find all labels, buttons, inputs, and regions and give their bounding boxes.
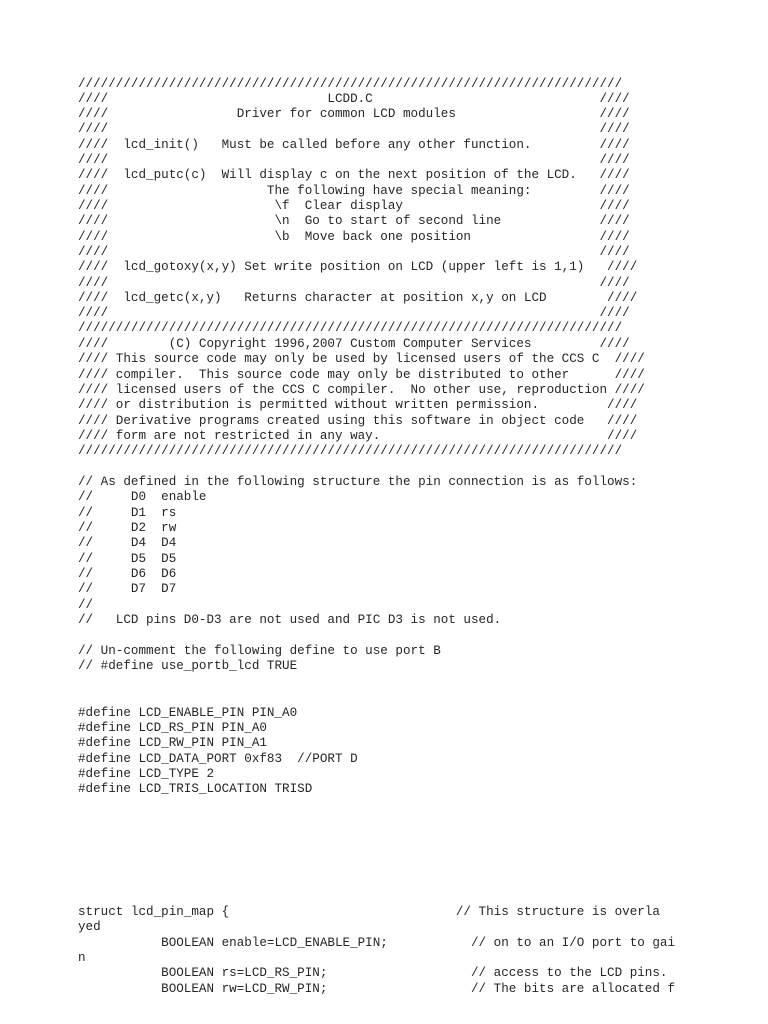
license-line: //// licensed users of the CCS C compiler. No other use, reproduction //// — [78, 383, 645, 397]
pin-mapping-line: // D4 D4 — [78, 536, 177, 550]
pin-connection-comment: // As defined in the following structure the pin connection is as follows: — [78, 475, 638, 489]
portb-define-comment: // #define use_portb_lcd TRUE — [78, 659, 298, 673]
header-lcd-gotoxy: //// lcd_gotoxy(x,y) Set write position on LCD (upper left is 1,1) //// — [78, 260, 638, 274]
pin-mapping-line: // D6 D6 — [78, 567, 177, 581]
define-rw-pin: #define LCD_RW_PIN PIN_A1 — [78, 736, 267, 750]
comment-line: // — [78, 598, 94, 612]
header-border-bottom: //////////////////////////////////////////////////////////////////////// — [78, 444, 623, 458]
header-escape-b: //// \b Move back one position //// — [78, 230, 630, 244]
unused-pins-comment: // LCD pins D0-D3 are not used and PIC D3 is not used. — [78, 613, 502, 627]
header-filename: //// LCDD.C //// — [78, 92, 630, 106]
header-border-top: //////////////////////////////////////////////////////////////////////// — [78, 77, 623, 91]
license-line: //// This source code may only be used by licensed users of the CCS C //// — [78, 352, 645, 366]
pin-mapping-line: // D2 rw — [78, 521, 177, 535]
header-lcd-getc: //// lcd_getc(x,y) Returns character at position x,y on LCD //// — [78, 291, 638, 305]
define-enable-pin: #define LCD_ENABLE_PIN PIN_A0 — [78, 706, 298, 720]
copyright-line: //// (C) Copyright 1996,2007 Custom Computer Services //// — [78, 337, 630, 351]
header-blank: //// //// — [78, 276, 630, 290]
struct-field-rw: BOOLEAN rw=LCD_RW_PIN; // The bits are allocated f — [78, 982, 676, 996]
define-data-port: #define LCD_DATA_PORT 0xf83 //PORT D — [78, 752, 358, 766]
license-line: //// Derivative programs created using this software in object code //// — [78, 414, 638, 428]
license-line: //// compiler. This source code may only be distributed to other //// — [78, 368, 645, 382]
header-blank: //// //// — [78, 245, 630, 259]
header-special-meaning: //// The following have special meaning: //// — [78, 184, 630, 198]
header-border-middle: //////////////////////////////////////////////////////////////////////// — [78, 321, 623, 335]
header-blank: //// //// — [78, 306, 630, 320]
header-description: //// Driver for common LCD modules //// — [78, 107, 630, 121]
define-rs-pin: #define LCD_RS_PIN PIN_A0 — [78, 721, 267, 735]
header-escape-n: //// \n Go to start of second line //// — [78, 214, 630, 228]
define-tris-location: #define LCD_TRIS_LOCATION TRISD — [78, 782, 313, 796]
license-line: //// or distribution is permitted without written permission. //// — [78, 398, 638, 412]
wrapped-comment-tail: yed — [78, 920, 101, 934]
header-lcd-init: //// lcd_init() Must be called before any other function. //// — [78, 138, 630, 152]
header-blank: //// //// — [78, 122, 630, 136]
define-lcd-type: #define LCD_TYPE 2 — [78, 767, 215, 781]
pin-mapping-line: // D5 D5 — [78, 552, 177, 566]
pin-mapping-line: // D1 rs — [78, 506, 177, 520]
struct-field-rs: BOOLEAN rs=LCD_RS_PIN; // access to the LCD pins. — [78, 966, 668, 980]
struct-field-enable: BOOLEAN enable=LCD_ENABLE_PIN; // on to an I/O port to gai — [78, 936, 676, 950]
header-lcd-putc: //// lcd_putc(c) Will display c on the next position of the LCD. //// — [78, 168, 630, 182]
license-line: //// form are not restricted in any way. //// — [78, 429, 638, 443]
header-blank: //// //// — [78, 153, 630, 167]
header-escape-f: //// \f Clear display //// — [78, 199, 630, 213]
portb-comment: // Un-comment the following define to use port B — [78, 644, 441, 658]
pin-mapping-line: // D7 D7 — [78, 582, 177, 596]
struct-declaration: struct lcd_pin_map { // This structure is overla — [78, 905, 660, 919]
pin-mapping-line: // D0 enable — [78, 490, 207, 504]
wrapped-comment-tail: n — [78, 951, 86, 965]
